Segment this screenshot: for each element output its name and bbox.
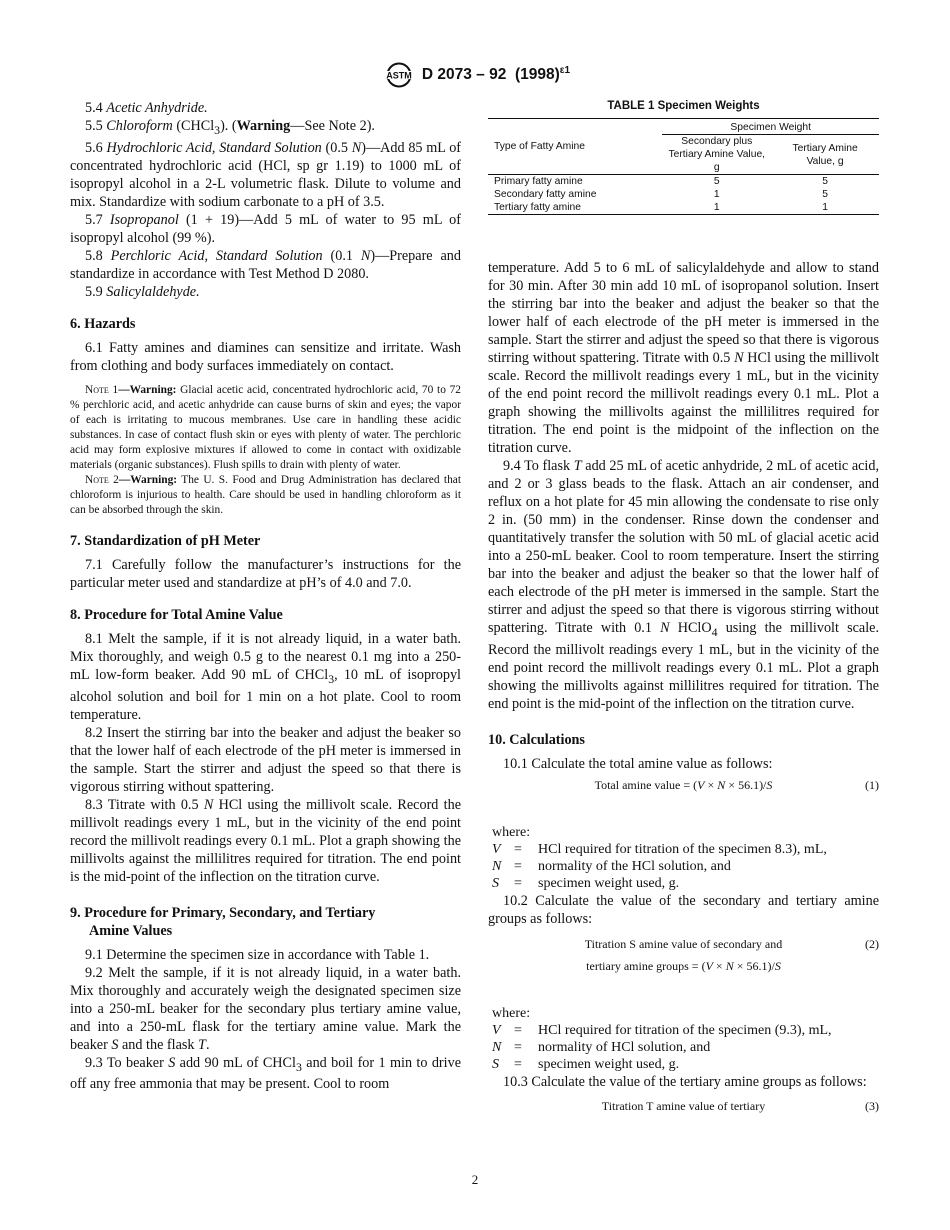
section-5-8: 5.8 Perchloric Acid, Standard Solution (0.1 N)—Prepare and standardize in accordance with Test Method D 2080. xyxy=(70,247,461,282)
equation-1: Total amine value = (V × N × 56.1)/S (1) xyxy=(594,777,879,792)
section-5-5: 5.5 Chloroform (CHCl$_3$). (Warning—See Note 2). xyxy=(85,118,375,137)
where-label-1: where: xyxy=(492,824,531,840)
list-item: N = normality of HCl solution, and xyxy=(492,1039,711,1055)
specimen-weights-table xyxy=(488,118,879,215)
heading-procedure-9: 9. Procedure for Primary, Secondary, and Tertiary Amine Values xyxy=(70,904,376,939)
heading-hazards: 6. Hazards xyxy=(70,315,136,332)
where-label-2: where: xyxy=(492,1005,531,1021)
heading-total-amine: 8. Procedure for Total Amine Value xyxy=(70,606,283,623)
right-column xyxy=(488,259,879,1119)
designation: D 2073 – 92 xyxy=(421,66,507,84)
equation-3: Titration T amine value of tertiary (3) xyxy=(601,1098,879,1113)
section-9-4: 9.4 To flask T add 25 mL of acetic anhydride, 2 mL of acetic acid, and 2 or 3 glass beads to the flask. Attach an air condenser, and reflux on a hot plate for 45 min allowing the condensate to rise only 2 in. (50 mm) in the condenser. Rinse down the condenser and quantitatively transfer the solution with 50 mL of glacial acetic acid into a 250-mL beaker. Cool to room temperature. Insert the stirring bar into the beaker and adjust the beaker so that the lower half of each electrode of the pH meter is immersed in the sample. Start the stirrer and adjust the speed so that there is vigorous stirring without spattering. Titrate with 0.1 N HClO$_4$ using the millivolt scale. Record the millivolt readings every 1 mL, but in the vicinity of the end point record the millivolt readings every 0.1 mL. Plot a graph showing the millivolts against millilitres required for titration. The end point is the mid-point of the inflection on the titration curve. xyxy=(488,458,879,712)
section-5-6: 5.6 Hydrochloric Acid, Standard Solution (0.5 N)—Add 85 mL of concentrated hydrochloric acid (HCl, sp gr 1.19) to 1000 mL of isopropyl alcohol in a 2-L volumetric flask. Dilute to volume and mix. Standardize with sodium carbonate to a pH of 3.5. xyxy=(70,139,462,210)
section-10-1: 10.1 Calculate the total amine value as follows: xyxy=(503,755,773,772)
section-5-4: 5.4 Acetic Anhydride. xyxy=(85,100,208,116)
note-1: Note 1—Warning: Glacial acetic acid, concentrated hydrochloric acid, 70 to 72 % perchloric acid, and acetic anhydride can cause burns of skin and eyes; the vapor of each is irritating to mucous membranes. Use care in handling these acidic substances. In case of contact flush skin or eyes with plenty of water. The perchloric acid may form explosive mixtures if allowed to come in contact with oxidizable materials (organic substances). Flush spills to drain with plenty of water. xyxy=(70,383,461,471)
list-item: N = normality of the HCl solution, and xyxy=(492,858,731,874)
note-2: Note 2—Warning: The U. S. Food and Drug Administration has declared that chloroform is injurious to health. Care should be used in handling chloroform as it can be absorbed through the skin. xyxy=(70,473,461,516)
list-item: V = HCl required for titration of the specimen 8.3), mL, xyxy=(492,841,827,857)
table-1 xyxy=(488,100,879,215)
variable-definitions-2 xyxy=(492,1022,832,1073)
section-8-3: 8.3 Titrate with 0.5 N HCl using the millivolt scale. Record the millivolt readings every 1 mL, but in the vicinity of the end point record the millivolt readings every 0.1 mL. Plot a graph showing the millivolts against the millilitres required for titration. The end point is the mid-point of the inflection on the titration curve. xyxy=(70,796,461,885)
col-group-header: Specimen Weight xyxy=(662,119,879,135)
svg-text:ASTM: ASTM xyxy=(386,70,412,81)
designation-epsilon: ε1 xyxy=(559,64,571,76)
heading-calculations: 10. Calculations xyxy=(488,731,585,748)
list-item: S = specimen weight used, g. xyxy=(492,1056,680,1072)
section-10-2: 10.2 Calculate the value of the secondary and tertiary amine groups as follows: xyxy=(488,892,879,927)
equation-2: Titration S amine value of secondary and (2) tertiary amine groups = (V × N × 56.1)/S xyxy=(584,936,879,973)
section-9-1: 9.1 Determine the specimen size in accordance with Table 1. xyxy=(85,946,430,963)
list-item: S = specimen weight used, g. xyxy=(492,875,680,891)
left-column xyxy=(70,99,461,1093)
variable-definitions-1 xyxy=(492,841,827,892)
col-secondary-tertiary-header: Secondary plus Tertiary Amine Value, g xyxy=(668,136,766,173)
section-8-2: 8.2 Insert the stirring bar into the beaker and adjust the beaker so that the lower half of each electrode of the pH meter is immersed in the sample. Start the stirrer and adjust the speed so that there is vigorous stirring without spattering. xyxy=(70,724,461,795)
col-type-header: Type of Fatty Amine xyxy=(494,141,585,152)
page-header xyxy=(0,62,950,88)
section-5-9: 5.9 Salicylaldehyde. xyxy=(85,283,200,300)
section-8-1: 8.1 Melt the sample, if it is not already liquid, in a water bath. Mix thoroughly, and weigh 0.5 g to the nearest 0.1 mg into a 250-mL low-form beaker. Add 90 mL of CHCl$_3$, 10 mL of isopropyl alcohol solution and boil for 1 min on a hot plate. Cool to room temperature. xyxy=(70,630,462,723)
section-6-1: 6.1 Fatty amines and diamines can sensitize and irritate. Wash from clothing and body surfaces immediately on contact. xyxy=(70,339,461,374)
section-5-7: 5.7 Isopropanol (1 + 19)—Add 5 mL of water to 95 mL of isopropyl alcohol (99 %). xyxy=(70,211,461,246)
table-row: Primary fatty amine 5 5 xyxy=(494,176,828,187)
section-10-3: 10.3 Calculate the value of the tertiary amine groups as follows: xyxy=(503,1073,867,1090)
heading-standardization: 7. Standardization of pH Meter xyxy=(70,532,261,549)
table-caption: TABLE 1 Specimen Weights xyxy=(607,100,760,112)
table-row: Tertiary fatty amine 1 1 xyxy=(488,201,879,215)
section-9-2: 9.2 Melt the sample, if it is not already liquid, in a water bath. Mix thoroughly and accurately weigh the designated specimen size into a 250-mL beaker for the secondary plus tertiary amine value, and into a 250-mL flask for the tertiary amine value. Mark the beaker S and the flask T. xyxy=(70,964,461,1053)
table-row: Secondary fatty amine 1 5 xyxy=(494,189,828,200)
section-9-3-continued: temperature. Add 5 to 6 mL of salicylaldehyde and allow to stand for 30 min. After 30 min add 10 mL of isopropanol solution. Insert the stirring bar into the beaker and adjust the beaker so that the lower half of each electrode of the pH meter is immersed in the sample. Start the stirrer and adjust the speed so that there is vigorous stirring without spattering. Titrate with 0.5 N HCl using the millivolt scale. Record the millivolt readings every 1 mL, but in the vicinity of the end point record the millivolt readings every 0.1 mL. Plot a graph showing the millivolts against the millilitres required for titration. The end point is the midpoint of the inflection on the titration curve. xyxy=(488,260,879,456)
section-7-1: 7.1 Carefully follow the manufacturer’s instructions for the particular meter used and standardize at pH’s of 4.0 and 7.0. xyxy=(70,556,461,591)
col-tertiary-header: Tertiary Amine Value, g xyxy=(792,142,858,167)
list-item: V = HCl required for titration of the specimen (9.3), mL, xyxy=(492,1022,832,1038)
designation-year: (1998) xyxy=(514,66,560,84)
section-9-3: 9.3 To beaker S add 90 mL of CHCl$_3$ and boil for 1 min to drive off any free ammonia that may be present. Cool to room xyxy=(70,1054,461,1093)
page-number: 2 xyxy=(471,1172,479,1187)
astm-logo-icon xyxy=(380,62,418,88)
